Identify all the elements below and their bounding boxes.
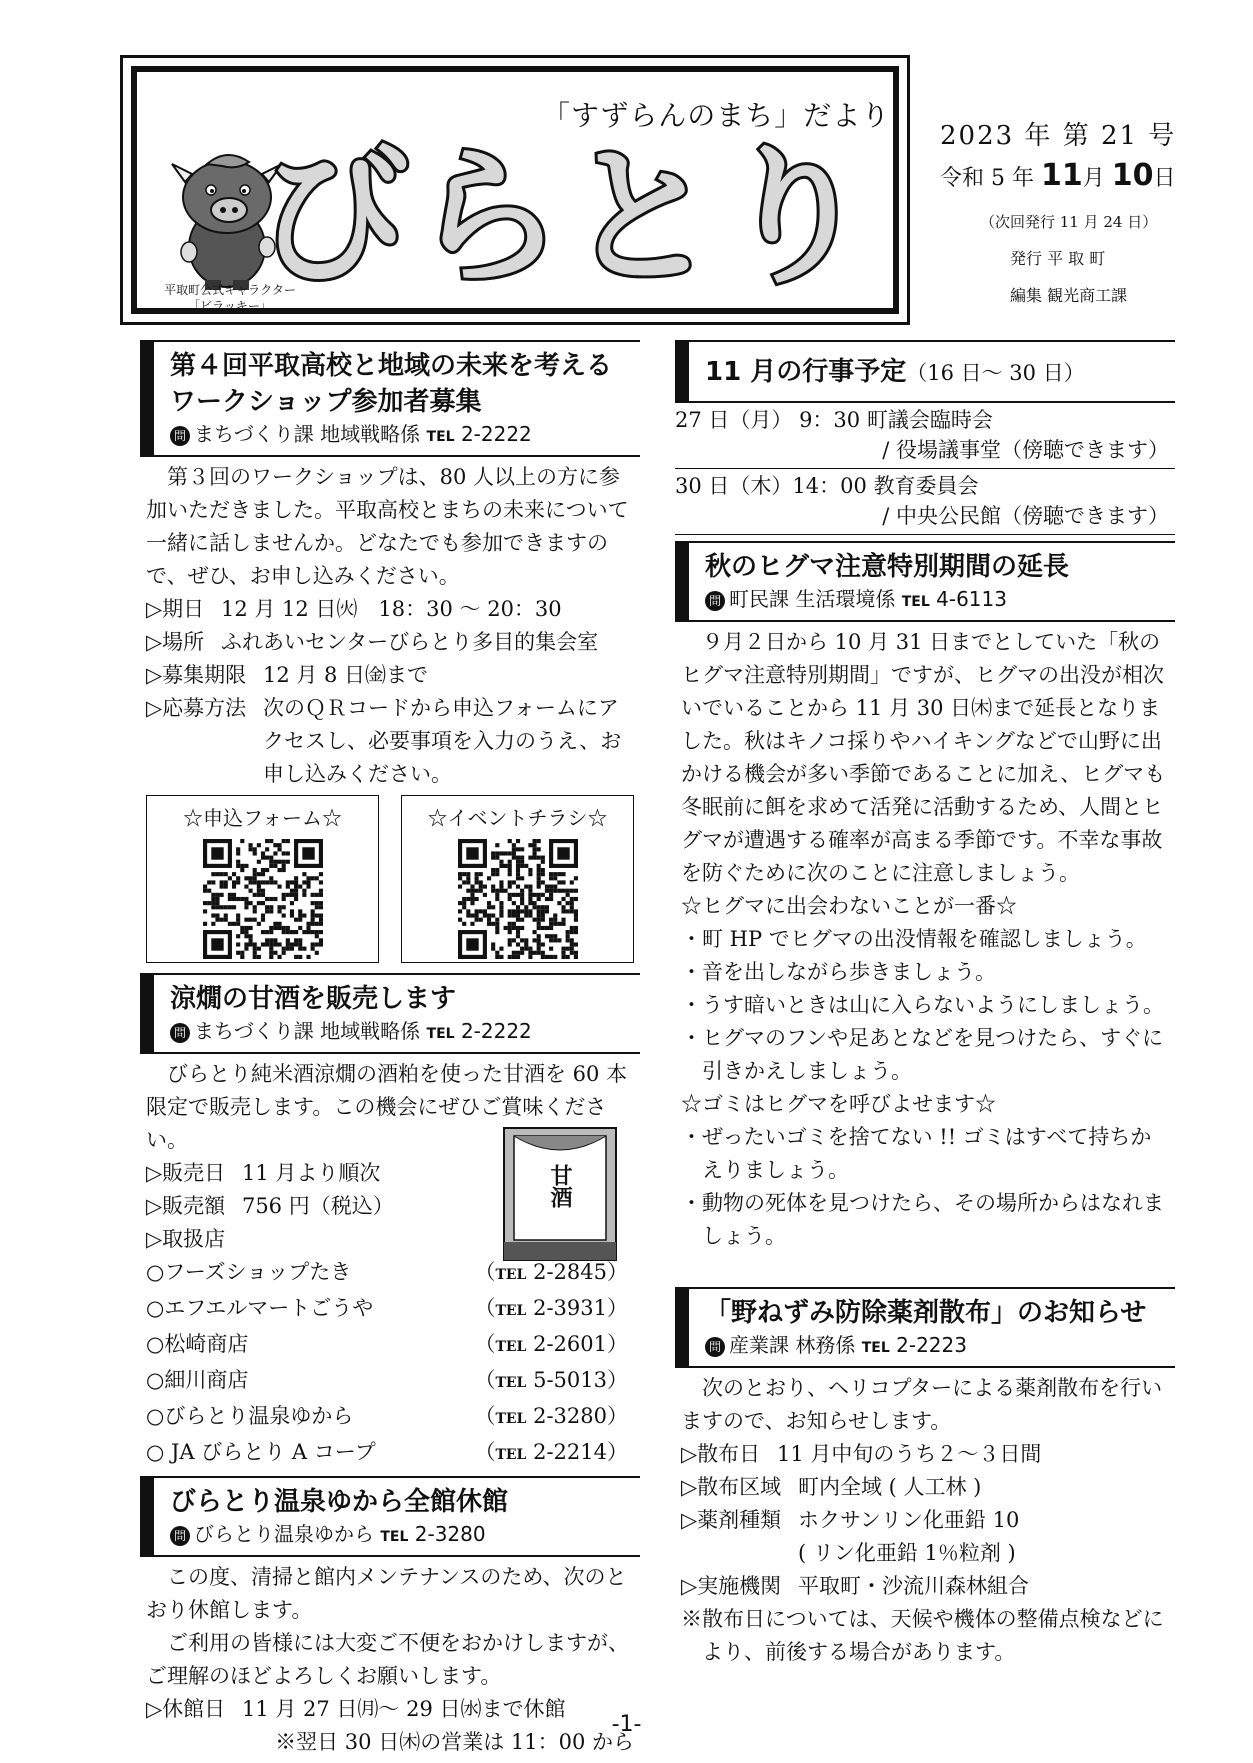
bear-body: ９月２日から 10 月 31 日までとしていた「秋のヒグマ注意特別期間」ですが、ヒグマの出没が相次いでいることから 11 月 30 日㈭まで延長となりました。秋はキノコ採りやハイキングなどで山野に出かける機会が多い季節であることに加え、ヒグマも冬眠前に餌を求めて活発に活動するため、人間とヒグマが遭遇する確率が高まる季節です。不幸な事故を防ぐために次のことに注意しましょう。 ☆ヒグマに出会わないことが一番☆ ・町 HP でヒグマの出没情報を確認しましょう。 ・音を出しながら歩きましょう。 ・うす暗いときは山に入らないようにしましょう。 ・ヒグマのフンや足あとなどを見つけたら、すぐに引きかえしましょう。 ☆ゴミはヒグマを呼びよせます☆ ・ぜったいゴミを捨てない !! ゴミはすべて持ちかえりましょう。 ・動物の死体を見つけたら、その場所からはなれましょう。 <box>675 622 1175 1257</box>
events-title: 11 月の行事予定（16 日～ 30 日） <box>705 357 1085 387</box>
sale-date-row: ▷販売日 11 月より順次 <box>146 1161 381 1185</box>
amazake-label-image <box>500 1124 620 1264</box>
masthead-title-logo <box>258 131 876 305</box>
qr-code-icon <box>203 839 323 959</box>
amazake-contact: 問 まちづくり課 地域戦略係 TEL 2-2222 <box>170 1017 636 1048</box>
amazake-heading <box>140 973 640 1054</box>
bear-item: ・町 HP でヒグマの出没情報を確認しましょう。 <box>681 927 1147 951</box>
toi-icon: 問 <box>705 591 725 611</box>
bear-subheading-2: ☆ゴミはヒグマを呼びよせます☆ <box>681 1092 996 1116</box>
onsen-note: ※翌日 30 日㈭の営業は 11：00 から <box>275 1730 634 1754</box>
masthead-inner-frame <box>131 66 899 314</box>
shop-item: ○細川商店 （TEL 5-5013） <box>146 1368 628 1392</box>
editor: 編集 観光商工課 <box>1010 286 1128 305</box>
bear-title: 秋のヒグマ注意特別期間の延長 <box>705 552 1070 582</box>
qr-event-flyer[interactable]: ☆イベントチラシ☆ <box>401 795 634 963</box>
rodent-body: 次のとおり、ヘリコプターによる薬剤散布を行いますので、お知らせします。 ▷散布日 11 月中旬のうち２～３日間 ▷散布区域 町内全域 ( 人工林 ) ▷薬剤種類 ホクサンリン化亜鉛 10 ( リン化亜鉛 1％粒剤 ) ▷実施機関 平取町・沙流川森林組合 ※散布日については、天候や機体の整備点検などにより、前後する場合があります。 <box>675 1368 1175 1673</box>
event-item: 30 日（木）14：00 教育委員会 / 中央公民館（傍聴できます） <box>675 469 1175 535</box>
tel-icon: TEL <box>426 1026 455 1042</box>
left-column <box>140 340 640 1763</box>
rodent-note: ※散布日については、天候や機体の整備点検などにより、前後する場合があります。 <box>681 1607 1164 1664</box>
issue-year-number: 2023 年 第 21 号 <box>940 121 1177 151</box>
page-number: -1- <box>611 1712 642 1737</box>
onsen-heading <box>140 1476 640 1557</box>
events-list <box>675 403 1175 535</box>
publisher: 発行 平 取 町 <box>1010 249 1106 268</box>
rodent-area-row: ▷散布区域 町内全域 ( 人工林 ) <box>681 1475 982 1499</box>
bear-contact: 問 町民課 生活環境係 TEL 4-6113 <box>705 585 1171 616</box>
svg-text:甘酒: 甘酒 <box>547 1164 573 1208</box>
qr-application-form[interactable]: ☆申込フォーム☆ <box>146 795 379 963</box>
right-column <box>675 340 1175 1673</box>
sale-price-row: ▷販売額 756 円（税込） <box>146 1194 394 1218</box>
rodent-date-row: ▷散布日 11 月中旬のうち２～３日間 <box>681 1442 1042 1466</box>
rodent-contact: 問 産業課 林務係 TEL 2-2223 <box>705 1331 1171 1362</box>
workshop-date-row: ▷期日 12 月 12 日㈫ 18：30 ～ 20：30 <box>146 597 562 621</box>
workshop-heading <box>140 340 640 457</box>
bear-item: ・音を出しながら歩きましょう。 <box>681 960 996 984</box>
toi-icon: 問 <box>705 1337 725 1357</box>
bear-item: ・動物の死体を見つけたら、その場所からはなれましょう。 <box>681 1191 1164 1248</box>
shop-item: ○びらとり温泉ゆから （TEL 2-3280） <box>146 1404 628 1428</box>
amazake-title: 涼燗の甘酒を販売します <box>170 984 457 1014</box>
bear-heading <box>675 541 1175 622</box>
workshop-deadline-row: ▷募集期限 12 月 8 日㈮まで <box>146 663 429 687</box>
masthead-subtitle: 「すずらんのまち」だより <box>542 99 891 132</box>
next-issue: （次回発行 11 月 24 日） <box>980 213 1158 231</box>
shop-item: ○フーズショップたき （TEL 2-2845） <box>146 1260 628 1284</box>
qr-code-icon <box>458 839 578 959</box>
shop-item: ○ JA びらとり A コープ （TEL 2-2214） <box>146 1440 628 1464</box>
tel-icon: TEL <box>901 594 930 610</box>
bear-item: ・ヒグマのフンや足あとなどを見つけたら、すぐに引きかえしましょう。 <box>681 1026 1164 1083</box>
qr-codes <box>146 795 634 963</box>
rodent-agent-row: ▷薬剤種類 ホクサンリン化亜鉛 10 ( リン化亜鉛 1％粒剤 ) <box>681 1508 1020 1565</box>
workshop-body: 第３回のワークショップは、80 人以上の方に参加いただきました。平取高校とまちの未来について一緒に話しませんか。どなたでも参加できますので、ぜひ、お申し込みください。 ▷期日 12 月 12 日㈫ 18：30 ～ 20：30 ▷場所 ふれあいセンターびらとり多目的集会室 ▷募集期限 12 月 8 日㈮まで ▷応募方法 次のＱＲコードから申込フォームにアクセスし、必要事項を入力のうえ、お申し込みください。 ☆申込フォーム☆ ☆イベントチラシ☆ <box>140 457 640 973</box>
toi-icon: 問 <box>170 1526 190 1546</box>
masthead <box>120 55 910 325</box>
workshop-title: 第４回平取高校と地域の未来を考えるワークショップ参加者募集 <box>170 351 613 417</box>
shop-list <box>146 1256 634 1472</box>
mascot-caption: 平取町公式キャラクター 「ビラッキー」 <box>164 283 296 313</box>
issue-info <box>940 115 1200 306</box>
bear-item: ・うす暗いときは山に入らないようにしましょう。 <box>681 993 1164 1017</box>
masthead-title-text: びらとり <box>258 131 876 305</box>
onsen-contact: 問 びらとり温泉ゆから TEL 2-3280 <box>170 1520 636 1551</box>
tel-icon: TEL <box>380 1529 409 1545</box>
rodent-org-row: ▷実施機関 平取町・沙流川森林組合 <box>681 1574 1029 1598</box>
workshop-place-row: ▷場所 ふれあいセンターびらとり多目的集会室 <box>146 630 599 654</box>
rodent-title: 「野ねずみ防除薬剤散布」のお知らせ <box>705 1298 1147 1328</box>
bear-item: ・ぜったいゴミを捨てない !! ゴミはすべて持ちかえりましょう。 <box>681 1125 1152 1182</box>
onsen-closed-row: ▷休館日 11 月 27 日㈪～ 29 日㈬まで休館 <box>146 1697 566 1721</box>
shop-item: ○エフエルマートごうや （TEL 2-3931） <box>146 1296 628 1320</box>
stores-label: ▷取扱店 <box>146 1227 226 1251</box>
events-heading <box>675 340 1175 403</box>
onsen-body: この度、清掃と館内メンテナンスのため、次のとおり休館します。 ご利用の皆様には大変ご不便をおかけしますが、ご理解のほどよろしくお願いします。 ▷休館日 11 月 27 日㈪～ 29 日㈬まで休館 ※翌日 30 日㈭の営業は 11：00 から <box>140 1557 640 1763</box>
issue-date: 令和 5 年 11月 10日 <box>940 158 1176 193</box>
shop-item: ○松崎商店 （TEL 2-2601） <box>146 1332 628 1356</box>
tel-icon: TEL <box>861 1340 890 1356</box>
event-item: 27 日（月） 9：30 町議会臨時会 / 役場議事堂（傍聴できます） <box>675 403 1175 469</box>
onsen-title: びらとり温泉ゆから全館休館 <box>170 1487 509 1517</box>
workshop-contact: 問 まちづくり課 地域戦略係 TEL 2-2222 <box>170 420 636 451</box>
toi-icon: 問 <box>170 426 190 446</box>
tel-icon: TEL <box>426 429 455 445</box>
workshop-method-row: ▷応募方法 次のＱＲコードから申込フォームにアクセスし、必要事項を入力のうえ、お申し込みください。 <box>146 696 622 786</box>
amazake-body: びらとり純米酒涼燗の酒粕を使った甘酒を 60 本限定で販売します。この機会にぜひご賞味ください。 甘酒 ▷販売日 11 月より順次 ▷販売額 756 円（税込） ▷取扱店 ○フーズショップたき （TEL 2-2845） ○エフエルマートごうや （TEL 2-3931） ○松崎商店 （TEL 2-2601） ○細川商店 （TEL 5-5013） ○びらとり温泉ゆから （TEL 2-3280） ○ JA びらとり A コープ （TEL 2-2214） <box>140 1054 640 1476</box>
bear-subheading-1: ☆ヒグマに出会わないことが一番☆ <box>681 894 1017 918</box>
rodent-heading <box>675 1287 1175 1368</box>
toi-icon: 問 <box>170 1023 190 1043</box>
